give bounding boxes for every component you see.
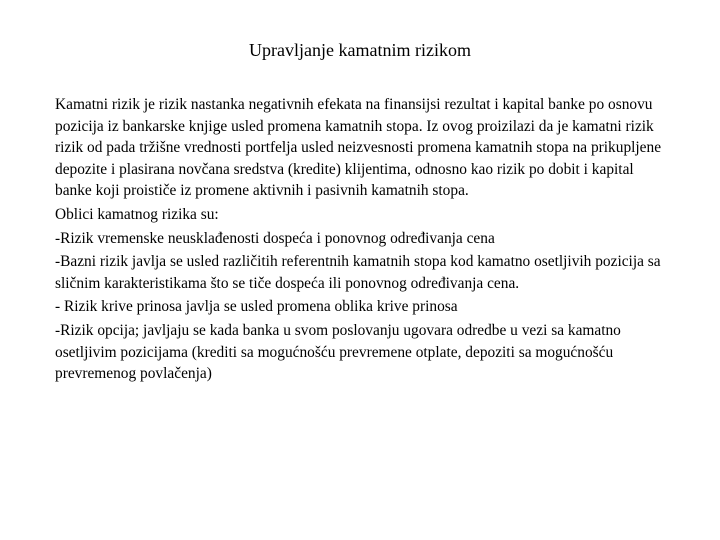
- paragraph-forms-heading: Oblici kamatnog rizika su:: [55, 205, 219, 223]
- list-item-option-risk: -Rizik opcija; javljaju se kada banka u svom poslovanju ugovara odredbe u vezi sa kamatno osetljivim pozicijama (krediti sa mogućnošću prevremene otplate, depoziti sa mogućnošću prevremenog povlačenja): [55, 321, 621, 383]
- list-item-yield-curve-risk: - Rizik krive prinosa javlja se usled promena oblika krive prinosa: [55, 298, 458, 316]
- slide-title: Upravljanje kamatnim rizikom: [249, 40, 471, 60]
- list-item-basis-risk: -Bazni rizik javlja se usled različitih referentnih kamatnih stopa kod kamatno osetljivih pozicija sa sličnim karakteristikama što se tiče dospeća ili ponovnog određivanja cena.: [55, 253, 661, 292]
- list-item-repricing-risk: -Rizik vremenske neusklađenosti dospeća i ponovnog određivanja cena: [55, 229, 495, 247]
- paragraph-definition: Kamatni rizik je rizik nastanka negativnih efekata na finansijsi rezultat i kapital banke po osnovu pozicija iz bankarske knjige usled promena kamatnih stopa. Iz ovog proizilazi da je kamatni rizik rizik od pada tržišne vrednosti portfelja usled neizvesnosti promena kamatnih stopa na prikupljene depozite i plasirana novčana sredstva (kredite) klijentima, odnosno kao rizik po dobit i kapital banke koji proističe iz promene aktivnih i pasivnih kamatnih stopa.: [55, 96, 662, 200]
- slide-body: [55, 94, 665, 385]
